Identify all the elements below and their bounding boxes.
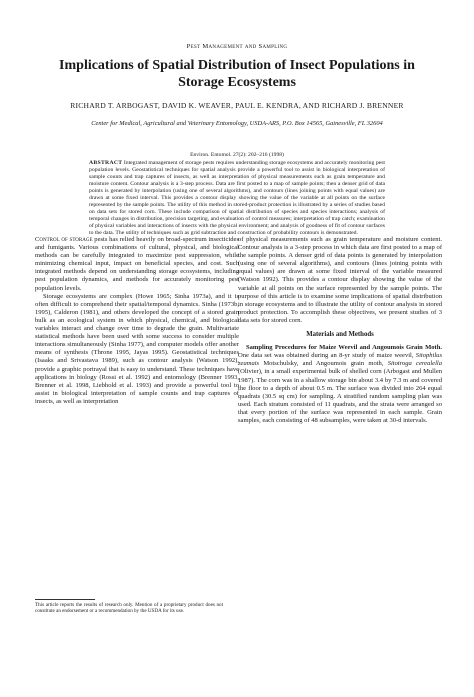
intro-paragraph-2: Storage ecosystems are complex (Howe 1965; Sinha 1973a), and it is often difficult to comprehend their spatial/temporal dynamics. Sinha (1973b, 1995), Calderon (1981), and others developed the concept of a stored grain bulk as an ecological system in which physical, chemical, and biological variables interact and change over time to degrade the grain. Multivariate statistical methods have been used with some success to consider multiple interactions simultaneously (Sinha 1977), and computer models offer another means of synthesis (Throne 1995, Jayas 1995). Geostatistical techniques (Isaaks and Srivastava 1989), such as contour analysis (Watson 1992), provide a graphic portrayal that is easy to understand. These techniques have applications in biology (Rossi et al. 1992) and entomology (Brenner 1993, Brenner et al. 1998, Liebhold et al. 1993) and provide a powerful tool to assist in biological interpretation of sample counts and trap captures of insects, as well as interpretation (35, 292, 239, 405)
intro-paragraph-1-text: pests has relied heavily on broad-spectrum insecticides and fumigants. Various combinations of cultural, physical, and biological methods can be carefully integrated to maximize pest suppression, while minimizing chemical input, impact on beneficial species, and cost. Such integrated methods depend on understanding storage ecosystems, including pest population dynamics, and methods for accurately monitoring pest population levels. (35, 236, 240, 292)
methods-paragraph-1 (238, 344, 442, 425)
species-name-angoumois: Sitotroga cerealella (387, 360, 442, 368)
section-heading-materials-methods: Materials and Methods (306, 331, 374, 339)
footnote: This article reports the results of research only. Mention of a proprietary product does not constitute an endorsement or a recommendation by the USDA for its use. (35, 602, 223, 615)
footnote-rule (35, 599, 95, 600)
intro-paragraph-continued: of physical measurements such as grain temperature and moisture content. Contour analysis is a 3-step process in which data are first posted to a map of the sample points. A denser grid of data points is generated by interpolation (using one of several algorithms), and contours (lines joining points with equal values) are drawn at some fixed interval of the variable measured (Watson 1992). This provides a contour display showing the value of the variable at all points on the surface represented by the sample points. The purpose of this article is to examine some implications of spatial distribution in storage ecosystems and to illustrate the utility of contour analysis in stored product protection. To accomplish these objectives, we present studies of 3 data sets for stored corn. (238, 236, 442, 324)
intro-lead-in: Control of storage (35, 236, 93, 243)
species-name-maize-weevil: Sitophilus zeamais (238, 352, 442, 368)
intro-paragraph-1 (35, 236, 239, 293)
subsection-heading-sampling: Sampling Procedures for Maize Weevil and Angoumois Grain Moth. (246, 344, 442, 352)
left-column (35, 236, 239, 406)
journal-citation: Environ. Entomol. 27(2): 202–216 (1998) (190, 152, 284, 158)
abstract (89, 160, 385, 238)
abstract-label: ABSTRACT (89, 160, 123, 166)
methods-text-b: Motschulsky, and Angoumois grain moth, (259, 360, 388, 368)
methods-text-c: (Olivier), in a small experimental bulk of shelled corn (Arbogast and Mullen 1987). The corn was in a shallow storage bin about 3.4 by 7.3 m and covered the floor to a depth of about 0.5 m. The surface was divided into 264 equal quadrats (30.5 sq cm) for sampling. A stratified random sampling plan was used. Each stratum consisted of 11 quadrats, and the strata were arranged so that every portion of the surface was represented in each sample. Grain samples, each consisting of 48 subsamples, were taken at 30-d intervals. (238, 368, 442, 424)
methods-text-a: One data set was obtained during an 8-yr study of maize weevil, (238, 352, 416, 360)
author-list: RICHARD T. ARBOGAST, DAVID K. WEAVER, PAUL E. KENDRA, AND RICHARD J. BRENNER (70, 101, 404, 110)
article-title: Implications of Spatial Distribution of Insect Populations in Storage Ecosystems (59, 58, 415, 90)
section-label: Pest Management and Sampling (186, 43, 288, 50)
author-affiliation: Center for Medical, Agricultural and Veterinary Entomology, USDA-ARS, P.O. Box 14565, Gainesville, FL 32604 (91, 120, 383, 127)
abstract-text: Integrated management of storage pests requires understanding storage ecosystems and accurately monitoring pest population levels. Geostatistical techniques for spatial analysis provide a powerful tool to assist in biological interpretation of sample counts and trap captures of insects, as well as interpretation of physical measurements such as grain temperature and moisture content. Contour analysis is a 3-step process. Data are first posted to a map of sample points; then a denser grid of data points is generated by interpolation (using one of several algorithms), and contours (lines joining points with equal values) are drawn at some fixed interval. This provides a contour display showing the value of the variable at all points on the surface represented by the sample points. The utility of this method in stored-product protection is illustrated by a series of studies based on data sets for stored corn. These include comparison of spatial distribution of species and species interactions; analysis of temporal changes in distribution, precision targeting, and evaluation of control measures; interpretation of trap catch; examination of physical variables and interactions of insects with the physical environment; and analysis of goodness of fit of contour surfaces to the data. The utility of techniques such as grid subtraction and construction of probability contours is demonstrated. (89, 160, 385, 237)
right-column (238, 236, 442, 425)
